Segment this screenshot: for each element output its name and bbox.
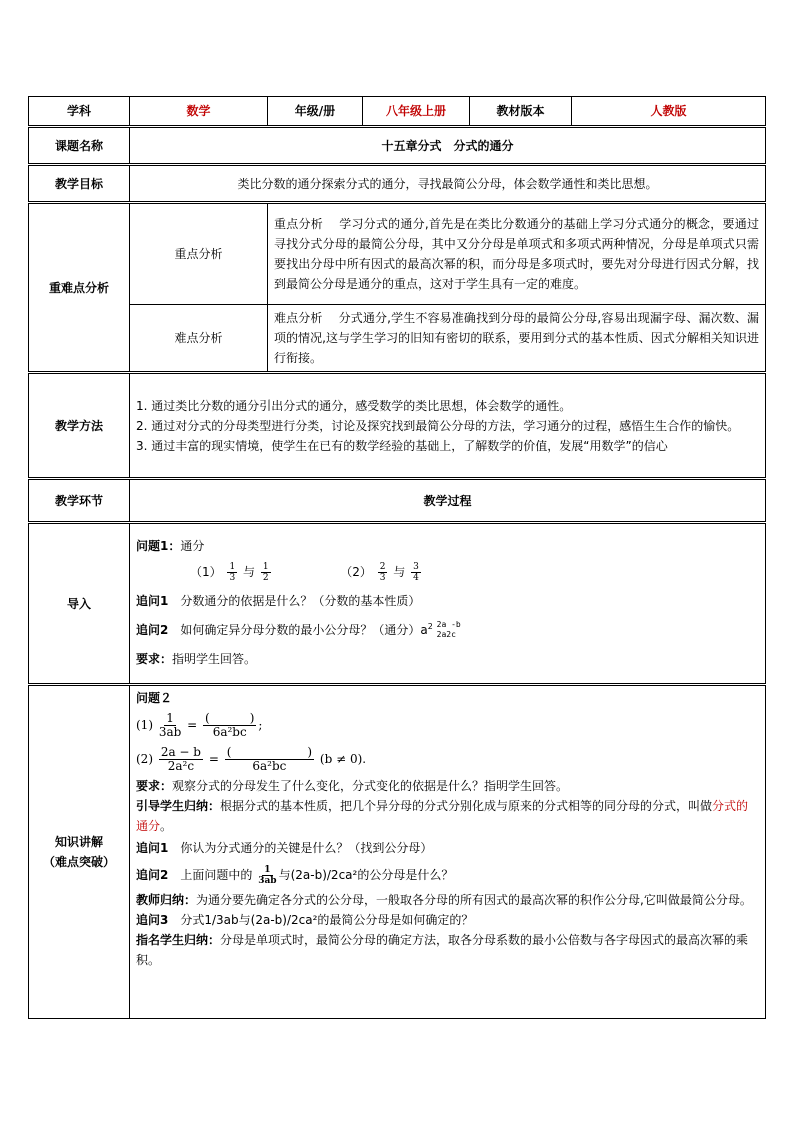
- fraction-numerator: 1: [229, 561, 236, 572]
- intro-fractions: [136, 557, 759, 587]
- equation-index: (1): [136, 718, 153, 732]
- equation-index: (2): [136, 752, 153, 766]
- requirement-text: 观察分式的分母发生了什么变化，分式变化的依据是什么？指明学生回答。: [172, 779, 569, 793]
- intro-requirement: [136, 645, 759, 673]
- knowledge-requirement: [136, 776, 759, 796]
- followup-text: 上面问题中的: [168, 868, 253, 882]
- requirement-text: 指明学生回答。: [172, 651, 257, 666]
- fraction-numerator: 1: [264, 865, 271, 875]
- knowledge-followup-2: [136, 860, 759, 890]
- method-item: 1. 通过类比分数的通分引出分式的通分，感受数学的类比思想，体会数学的通性。: [136, 398, 572, 413]
- named-text: 分母是单项式时，最简公分母的确定方法，取各分母系数的最小公倍数与各字母因式的最高次幂的乘积。: [136, 933, 749, 967]
- knowledge-content: [130, 685, 766, 1019]
- process-title: 教学过程: [130, 479, 766, 523]
- fraction-denominator: 3ab: [258, 876, 277, 886]
- fraction-blank: [203, 712, 256, 739]
- knowledge-label-line2: （难点突破）: [42, 855, 115, 869]
- equals-sign: =: [187, 718, 198, 732]
- equation-1: [136, 708, 759, 742]
- method-label: 教学方法: [29, 373, 130, 479]
- followup-title: 追问1: [136, 841, 169, 855]
- guide-text: 根据分式的基本性质，把几个异分母的分式分别化成与原来的分式相等的同分母的分式，叫做: [220, 799, 713, 813]
- fraction: [159, 746, 203, 773]
- fraction-denominator: 3: [229, 572, 236, 583]
- with-text: 与: [243, 564, 256, 579]
- difficulty-text: 难点分析 分式通分,学生不容易准确找到分母的最简公分母,容易出现漏字母、漏次数、漏项的情况,这与学生学习的旧知有密切的联系，要用到分式的基本性质、因式分解相关知识进行衔接。: [268, 305, 766, 373]
- topic-value: 十五章分式 分式的通分: [130, 127, 766, 165]
- intro-followup-2: [136, 615, 759, 645]
- fraction-denominator: 2: [262, 572, 269, 583]
- requirement-title: 要求：: [136, 651, 173, 666]
- knowledge-followup-1: [136, 836, 759, 860]
- difficulty-label: 难点分析: [130, 305, 268, 373]
- edition-label: 教材版本: [470, 97, 572, 127]
- superscript: 2: [427, 621, 433, 631]
- analysis-label: 重难点分析: [29, 203, 130, 373]
- followup-title: 追问1: [136, 593, 169, 608]
- followup-text: 你认为分式通分的关键是什么？（找到公分母）: [168, 841, 433, 855]
- key-label: 重点分析: [130, 203, 268, 305]
- fraction-denominator: 3: [379, 572, 386, 583]
- followup-text: 如何确定异分母分数的最小公分母？（通分）a: [168, 622, 428, 637]
- process-stage-label: 教学环节: [29, 479, 130, 523]
- grade-label: 年级/册: [268, 97, 363, 127]
- knowledge-label-line1: 知识讲解: [54, 835, 103, 849]
- guide-title: 引导学生归纳：: [136, 799, 221, 813]
- fraction-numerator: 2: [379, 561, 386, 572]
- question-2-title: 问题２: [136, 691, 173, 705]
- intro-followup-1: [136, 587, 759, 615]
- difficulty-analysis-row: [29, 305, 766, 373]
- blank-numerator: ( ): [226, 745, 313, 759]
- fraction-numerator: 1: [166, 711, 174, 725]
- fraction: [378, 562, 388, 583]
- lesson-plan-sheet: [28, 96, 765, 1019]
- intro-row: [29, 523, 766, 685]
- knowledge-label: [29, 685, 130, 1019]
- subject-value: 数学: [130, 97, 268, 127]
- question-title: 问题1：: [136, 538, 181, 553]
- item-index: （1）: [190, 564, 222, 579]
- key-text: 重点分析 学习分式的通分,首先是在类比分数通分的基础上学习分式通分的概念，要通过寻找分式分母的最简公分母，其中又分分母是单项式和多项式两种情况，分母是单项式只需要找出分母中所有因式的最高次幂的积，而分母是多项式时，要先对分母进行因式分解，找到最简公分母是通分的重点，这对于学生具有一定的难度。: [268, 203, 766, 305]
- method-list: [130, 373, 766, 479]
- grade-value: 八年级上册: [363, 97, 470, 127]
- guide-summary: [136, 796, 759, 836]
- intro-label: 导入: [29, 523, 130, 685]
- followup-text-end: 与(2a-b)/2ca²的公分母是什么？: [278, 868, 454, 882]
- highlight-term: 分式的通分: [136, 799, 749, 833]
- blank-numerator: ( ): [205, 711, 255, 725]
- fraction: [261, 562, 271, 583]
- knowledge-row: [29, 685, 766, 1019]
- followup-title: 追问3: [136, 913, 169, 927]
- teacher-title: 教师归纳：: [136, 893, 197, 907]
- stacked-expression: [437, 620, 461, 640]
- stack-top: 2a -b: [436, 620, 461, 629]
- followup-text: 分数通分的依据是什么？（分数的基本性质）: [168, 593, 421, 608]
- process-header-row: [29, 479, 766, 523]
- intro-content: [130, 523, 766, 685]
- with-text: 与: [393, 564, 406, 579]
- goal-row: [29, 165, 766, 203]
- topic-label: 课题名称: [29, 127, 130, 165]
- method-item: 3. 通过丰富的现实情境，使学生在已有的数学经验的基础上，了解数学的价值，发展“用数学”的信心: [136, 438, 668, 453]
- fraction-denominator: 2a²c: [167, 759, 195, 773]
- followup-title: 追问2: [136, 868, 169, 882]
- equation-2: [136, 742, 759, 776]
- fraction-denominator: 6a²bc: [252, 759, 287, 773]
- requirement-title: 要求：: [136, 779, 173, 793]
- fraction: [227, 562, 237, 583]
- method-row: [29, 373, 766, 479]
- fraction-denominator: 3ab: [158, 725, 182, 739]
- teacher-summary: [136, 890, 759, 910]
- teacher-text: 为通分要先确定各分式的公分母，一般取各分母的所有因式的最高次幂的积作公分母,它叫做最简公分母。: [196, 893, 752, 907]
- intro-question-1: [136, 535, 759, 557]
- fraction: [411, 562, 421, 583]
- fraction-denominator: 4: [413, 572, 419, 583]
- goal-value: 类比分数的通分探索分式的通分，寻找最简公分母，体会数学通性和类比思想。: [130, 165, 766, 203]
- header-row: [29, 97, 766, 127]
- edition-value: 人教版: [572, 97, 766, 127]
- followup-title: 追问2: [136, 622, 169, 637]
- equals-sign: =: [208, 752, 219, 766]
- followup-text: 分式1/3ab与(2a-b)/2ca²的最简公分母是如何确定的？: [168, 913, 474, 927]
- subject-label: 学科: [29, 97, 130, 127]
- stack-bottom: 2a2c: [436, 630, 456, 639]
- goal-label: 教学目标: [29, 165, 130, 203]
- lesson-plan-table: [28, 96, 766, 1019]
- named-student-summary: [136, 930, 759, 970]
- knowledge-followup-3: [136, 910, 759, 930]
- period: 。: [160, 819, 173, 833]
- topic-row: [29, 127, 766, 165]
- fraction-denominator: 6a²bc: [212, 725, 247, 739]
- item-index: （2）: [340, 564, 372, 579]
- condition: (b ≠ 0).: [319, 752, 367, 766]
- fraction: [159, 712, 181, 739]
- fraction-numerator: 3: [413, 561, 419, 572]
- fraction-numerator: 1: [262, 561, 269, 572]
- fraction-blank: [225, 746, 314, 773]
- question-text: 通分: [180, 538, 205, 553]
- named-title: 指名学生归纳：: [136, 933, 221, 947]
- method-item: 2. 通过对分式的分母类型进行分类，讨论及探究找到最简公分母的方法，学习通分的过程，感悟生生合作的愉快。: [136, 418, 740, 433]
- fraction: [258, 865, 276, 886]
- semicolon: ;: [258, 718, 263, 732]
- key-analysis-row: [29, 203, 766, 305]
- fraction-numerator: 2a − b: [160, 745, 201, 759]
